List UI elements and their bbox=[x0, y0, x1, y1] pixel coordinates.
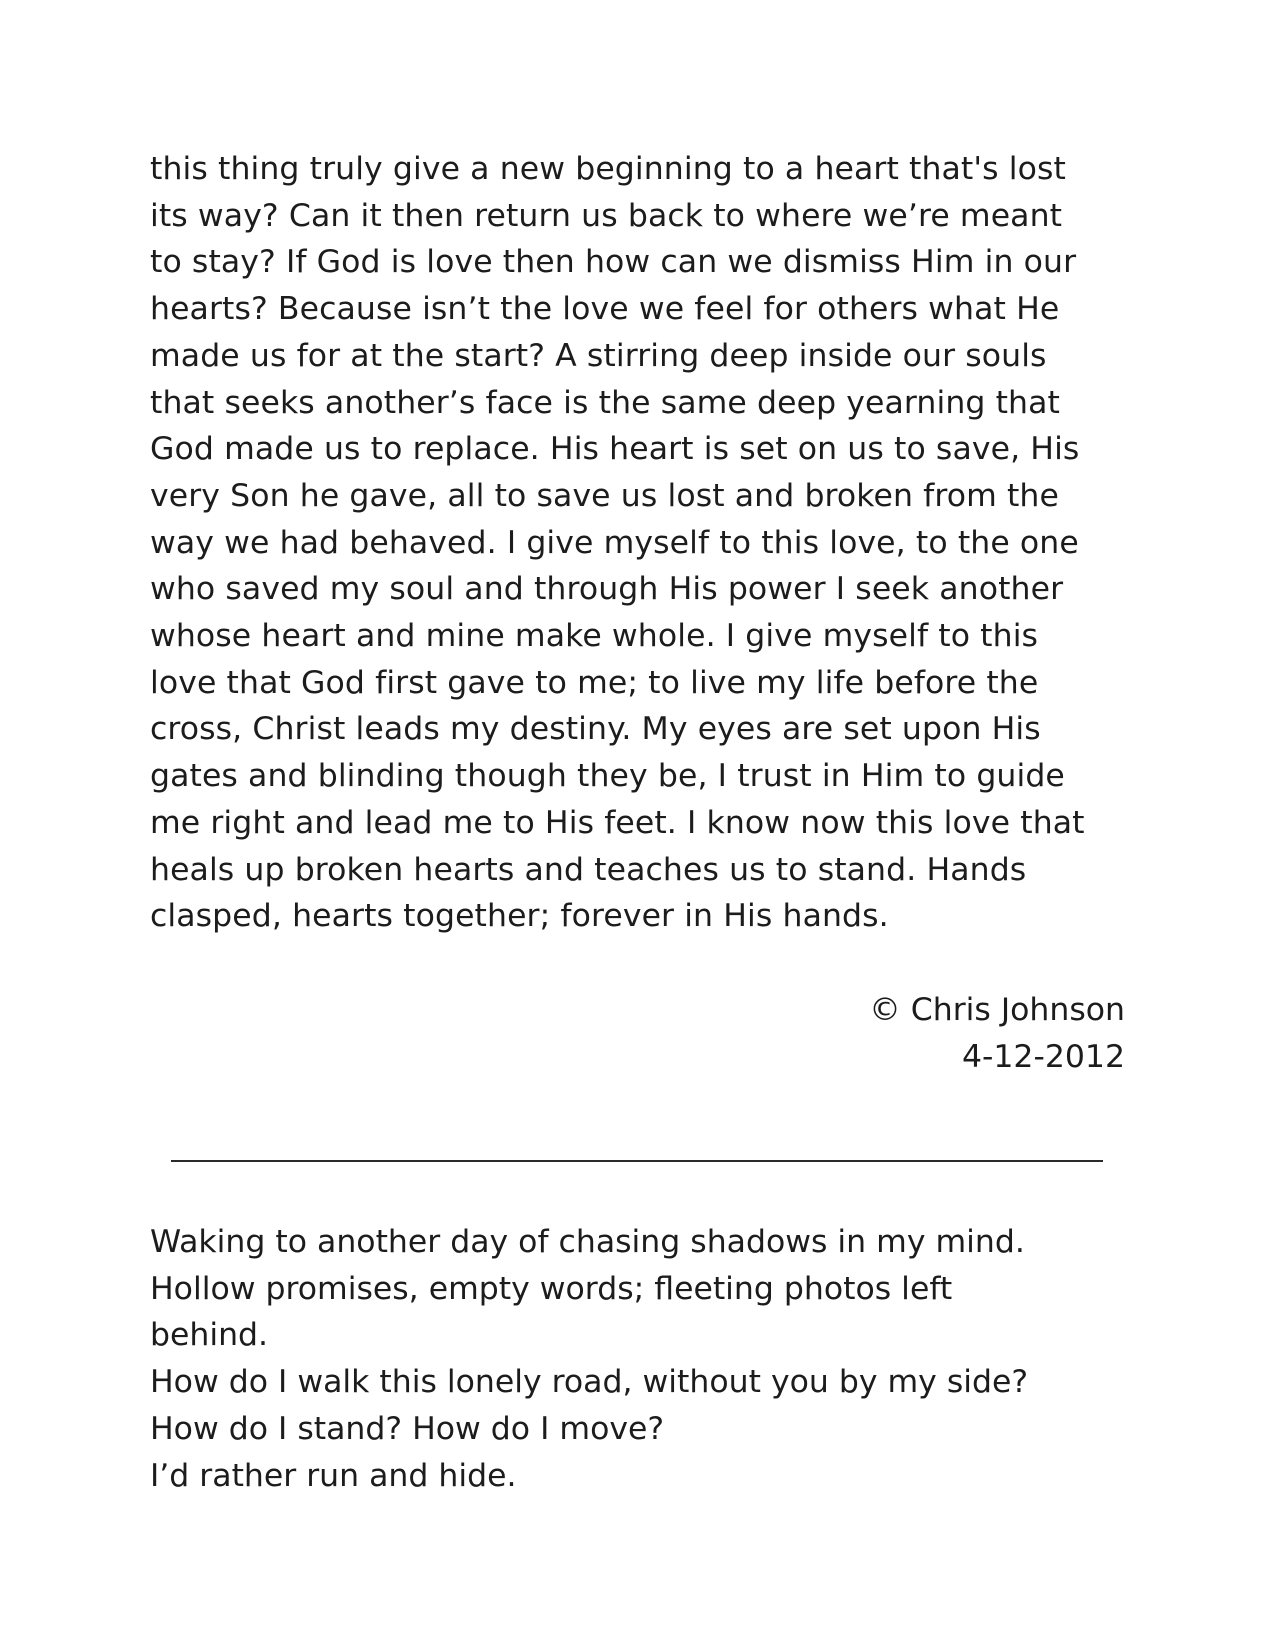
poem-line: I’d rather run and hide. bbox=[150, 1457, 517, 1494]
poem-line: hearts? Because isn’t the love we feel for others what He bbox=[150, 291, 1060, 328]
poem-line: heals up broken hearts and teaches us to stand. Hands bbox=[150, 851, 1027, 888]
poem-line: Waking to another day of chasing shadows in my mind. bbox=[150, 1224, 1025, 1260]
poem-line: its way? Can it then return us back to where we’re meant bbox=[150, 197, 1063, 234]
poem-line: God made us to replace. His heart is set on us to save, His bbox=[150, 431, 1080, 468]
poem-line: How do I stand? How do I move? bbox=[150, 1410, 665, 1447]
poem-line: who saved my soul and through His power I seek another bbox=[150, 571, 1064, 608]
author-credit: © Chris Johnson bbox=[869, 992, 1125, 1028]
poem-line: this thing truly give a new beginning to a heart that's lost bbox=[150, 151, 1066, 187]
poem-line: way we had behaved. I give myself to this love, to the one bbox=[150, 524, 1079, 561]
poem-line: that seeks another’s face is the same deep yearning that bbox=[150, 384, 1060, 421]
poem-line: cross, Christ leads my destiny. My eyes are set upon His bbox=[150, 711, 1041, 748]
poem-line: whose heart and mine make whole. I give myself to this bbox=[150, 618, 1039, 655]
poem-line: How do I walk this lonely road, without you by my side? bbox=[150, 1364, 1029, 1401]
signature-date: 4-12-2012 bbox=[961, 1038, 1125, 1075]
poem-line: love that God first gave to me; to live my life before the bbox=[150, 664, 1039, 701]
poem-line: gates and blinding though they be, I trust in Him to guide bbox=[150, 758, 1065, 795]
poem-line: clasped, hearts together; forever in His hands. bbox=[150, 898, 889, 935]
poem-line: me right and lead me to His feet. I know now this love that bbox=[150, 804, 1085, 841]
poem-line: to stay? If God is love then how can we dismiss Him in our bbox=[150, 244, 1077, 281]
poem-line: made us for at the start? A stirring deep inside our souls bbox=[150, 337, 1047, 374]
poem-line: behind. bbox=[150, 1317, 269, 1354]
poem-two-text bbox=[150, 1219, 1130, 1499]
section-divider bbox=[171, 1160, 1103, 1162]
signature-block bbox=[869, 987, 1125, 1080]
poem-line: very Son he gave, all to save us lost and broken from the bbox=[150, 477, 1059, 514]
poem-line: Hollow promises, empty words; fleeting photos left bbox=[150, 1270, 953, 1307]
poem-one-text bbox=[150, 146, 1130, 940]
